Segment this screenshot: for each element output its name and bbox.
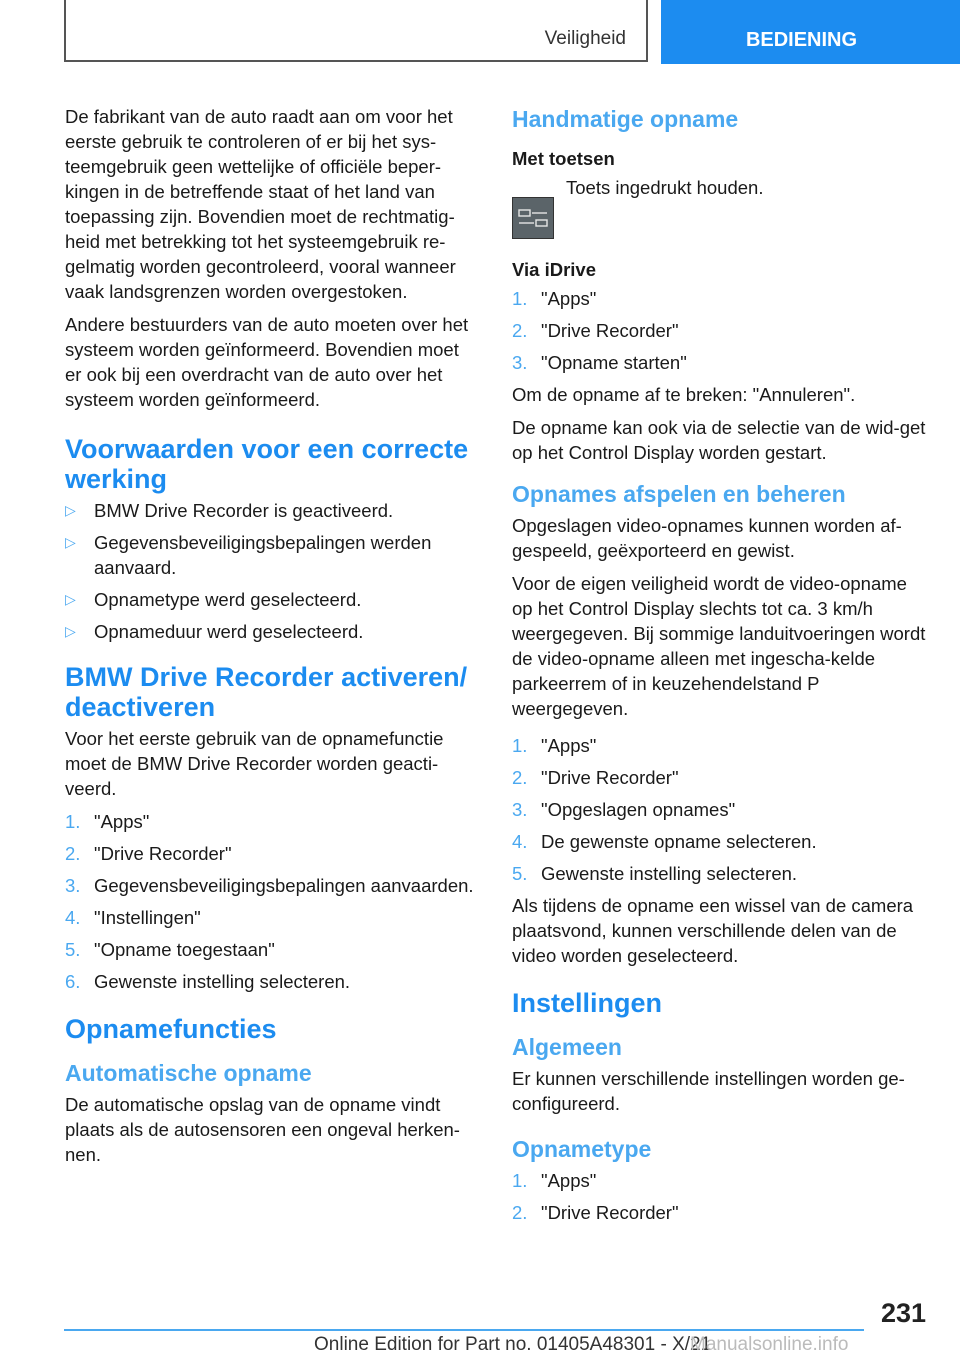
widget-paragraph: De opname kan ook via de selectie van de wid-get op het Control Display worden gestart.	[512, 417, 926, 463]
heading-playback: Opnames afspelen en beheren	[512, 481, 846, 507]
edition-text: Online Edition for Part no. 01405A48301 - X/21	[314, 1334, 712, 1355]
list-item: 4. De gewenste opname selecteren.	[512, 831, 817, 852]
button-instruction	[512, 175, 926, 239]
list-item: 1. "Apps"	[512, 735, 597, 756]
heading-general: Algemeen	[512, 1034, 622, 1060]
list-item: 2. "Drive Recorder"	[512, 320, 679, 341]
list-item: 3. "Opgeslagen opnames"	[512, 799, 736, 820]
triangle-right-icon: ▷	[65, 623, 76, 639]
footer-divider	[64, 1329, 864, 1331]
heading-activate: BMW Drive Recorder activeren/ deactiveren	[65, 662, 468, 722]
type-steps	[512, 1168, 926, 1225]
abort-paragraph: Om de opname af te breken: "Annuleren".	[512, 384, 856, 405]
list-item: 5. "Opname toegestaan"	[65, 939, 275, 960]
chapter-tab	[661, 0, 960, 64]
list-item: ▷ Gegevensbeveiligingsbepalingen werden aanvaard.	[65, 532, 432, 578]
list-item: 1. "Apps"	[65, 811, 150, 832]
list-item: 5. Gewenste instelling selecteren.	[512, 863, 798, 884]
activate-steps	[65, 809, 477, 994]
idrive-steps	[512, 286, 926, 375]
heading-functions: Opnamefuncties	[65, 1014, 277, 1044]
list-item: ▷ BMW Drive Recorder is geactiveerd.	[65, 500, 394, 521]
left-column	[65, 104, 477, 1175]
drive-recorder-button-icon	[512, 197, 554, 239]
list-item: 3. Gegevensbeveiligingsbepalingen aanvaarden.	[65, 875, 474, 896]
intro-paragraph-2: Andere bestuurders van de auto moeten over het systeem worden geïnformeerd. Bovendien moet er ook bij een overdracht van de auto over het systeem worden geïnformeerd.	[65, 314, 469, 410]
heading-conditions: Voorwaarden voor een correcte werking	[65, 434, 469, 494]
list-item: 3. "Opname starten"	[512, 352, 687, 373]
list-item: ▷ Opnametype werd geselecteerd.	[65, 589, 362, 610]
activate-paragraph: Voor het eerste gebruik van de opnamefunctie moet de BMW Drive Recorder worden geacti-veerd.	[65, 728, 444, 799]
heading-recording-type: Opnametype	[512, 1136, 652, 1162]
heading-auto-recording: Automatische opname	[65, 1060, 312, 1086]
header-box	[64, 0, 648, 62]
heading-buttons: Met toetsen	[512, 148, 615, 169]
playback-steps	[512, 733, 926, 886]
chapter-title: BEDIENING	[745, 28, 858, 51]
conditions-list	[65, 498, 477, 644]
list-item: 4. "Instellingen"	[65, 907, 201, 928]
right-column	[512, 104, 926, 1232]
heading-settings: Instellingen	[512, 988, 663, 1018]
heading-idrive: Via iDrive	[512, 259, 596, 280]
triangle-right-icon: ▷	[65, 534, 76, 550]
list-item: ▷ Opnameduur werd geselecteerd.	[65, 621, 364, 642]
triangle-right-icon: ▷	[65, 591, 76, 607]
section-title: Veiligheid	[544, 28, 626, 49]
button-instruction-text: Toets ingedrukt houden.	[566, 177, 764, 198]
camera-paragraph: Als tijdens de opname een wissel van de camera plaatsvond, kunnen verschillende delen van de video worden geselecteerd.	[512, 895, 914, 966]
auto-paragraph: De automatische opslag van de opname vindt plaats als de autosensoren een ongeval herken-nen.	[65, 1094, 460, 1165]
list-item: 2. "Drive Recorder"	[65, 843, 232, 864]
list-item: 1. "Apps"	[512, 288, 597, 309]
list-item: 6. Gewenste instelling selecteren.	[65, 971, 351, 992]
page-number: 231	[880, 1298, 926, 1328]
triangle-right-icon: ▷	[65, 502, 76, 518]
intro-paragraph-1: De fabrikant van de auto raadt aan om voor het eerste gebruik te controleren of er bij het sys-teemgebruik geen wettelijke of officiële beper-kingen in de betreffende staat of het land van toepassing zijn. Bovendien moet de rechtmatig-heid met betrekking tot het systeemgebruik re-gelmatig worden gecontroleerd, vooral wanneer vaak landsgrenzen worden overgestoken.	[65, 106, 456, 302]
playback-paragraph-1: Opgeslagen video-opnames kunnen worden af-gespeeld, geëxporteerd en gewist.	[512, 515, 902, 561]
playback-paragraph-2: Voor de eigen veiligheid wordt de video-opname op het Control Display slechts tot ca. 3 km/h weergegeven. Bij sommige landuitvoeringen wordt de video-opname alleen met ingescha-kelde parkeerrem of in keuzehendelstand P weergegeven.	[512, 573, 926, 719]
general-paragraph: Er kunnen verschillende instellingen worden ge-configureerd.	[512, 1068, 905, 1114]
list-item: 1. "Apps"	[512, 1170, 597, 1191]
list-item: 2. "Drive Recorder"	[512, 767, 679, 788]
list-item: 2. "Drive Recorder"	[512, 1202, 679, 1223]
heading-manual: Handmatige opname	[512, 106, 739, 132]
watermark-text: Manualsonline.info	[690, 1334, 849, 1355]
